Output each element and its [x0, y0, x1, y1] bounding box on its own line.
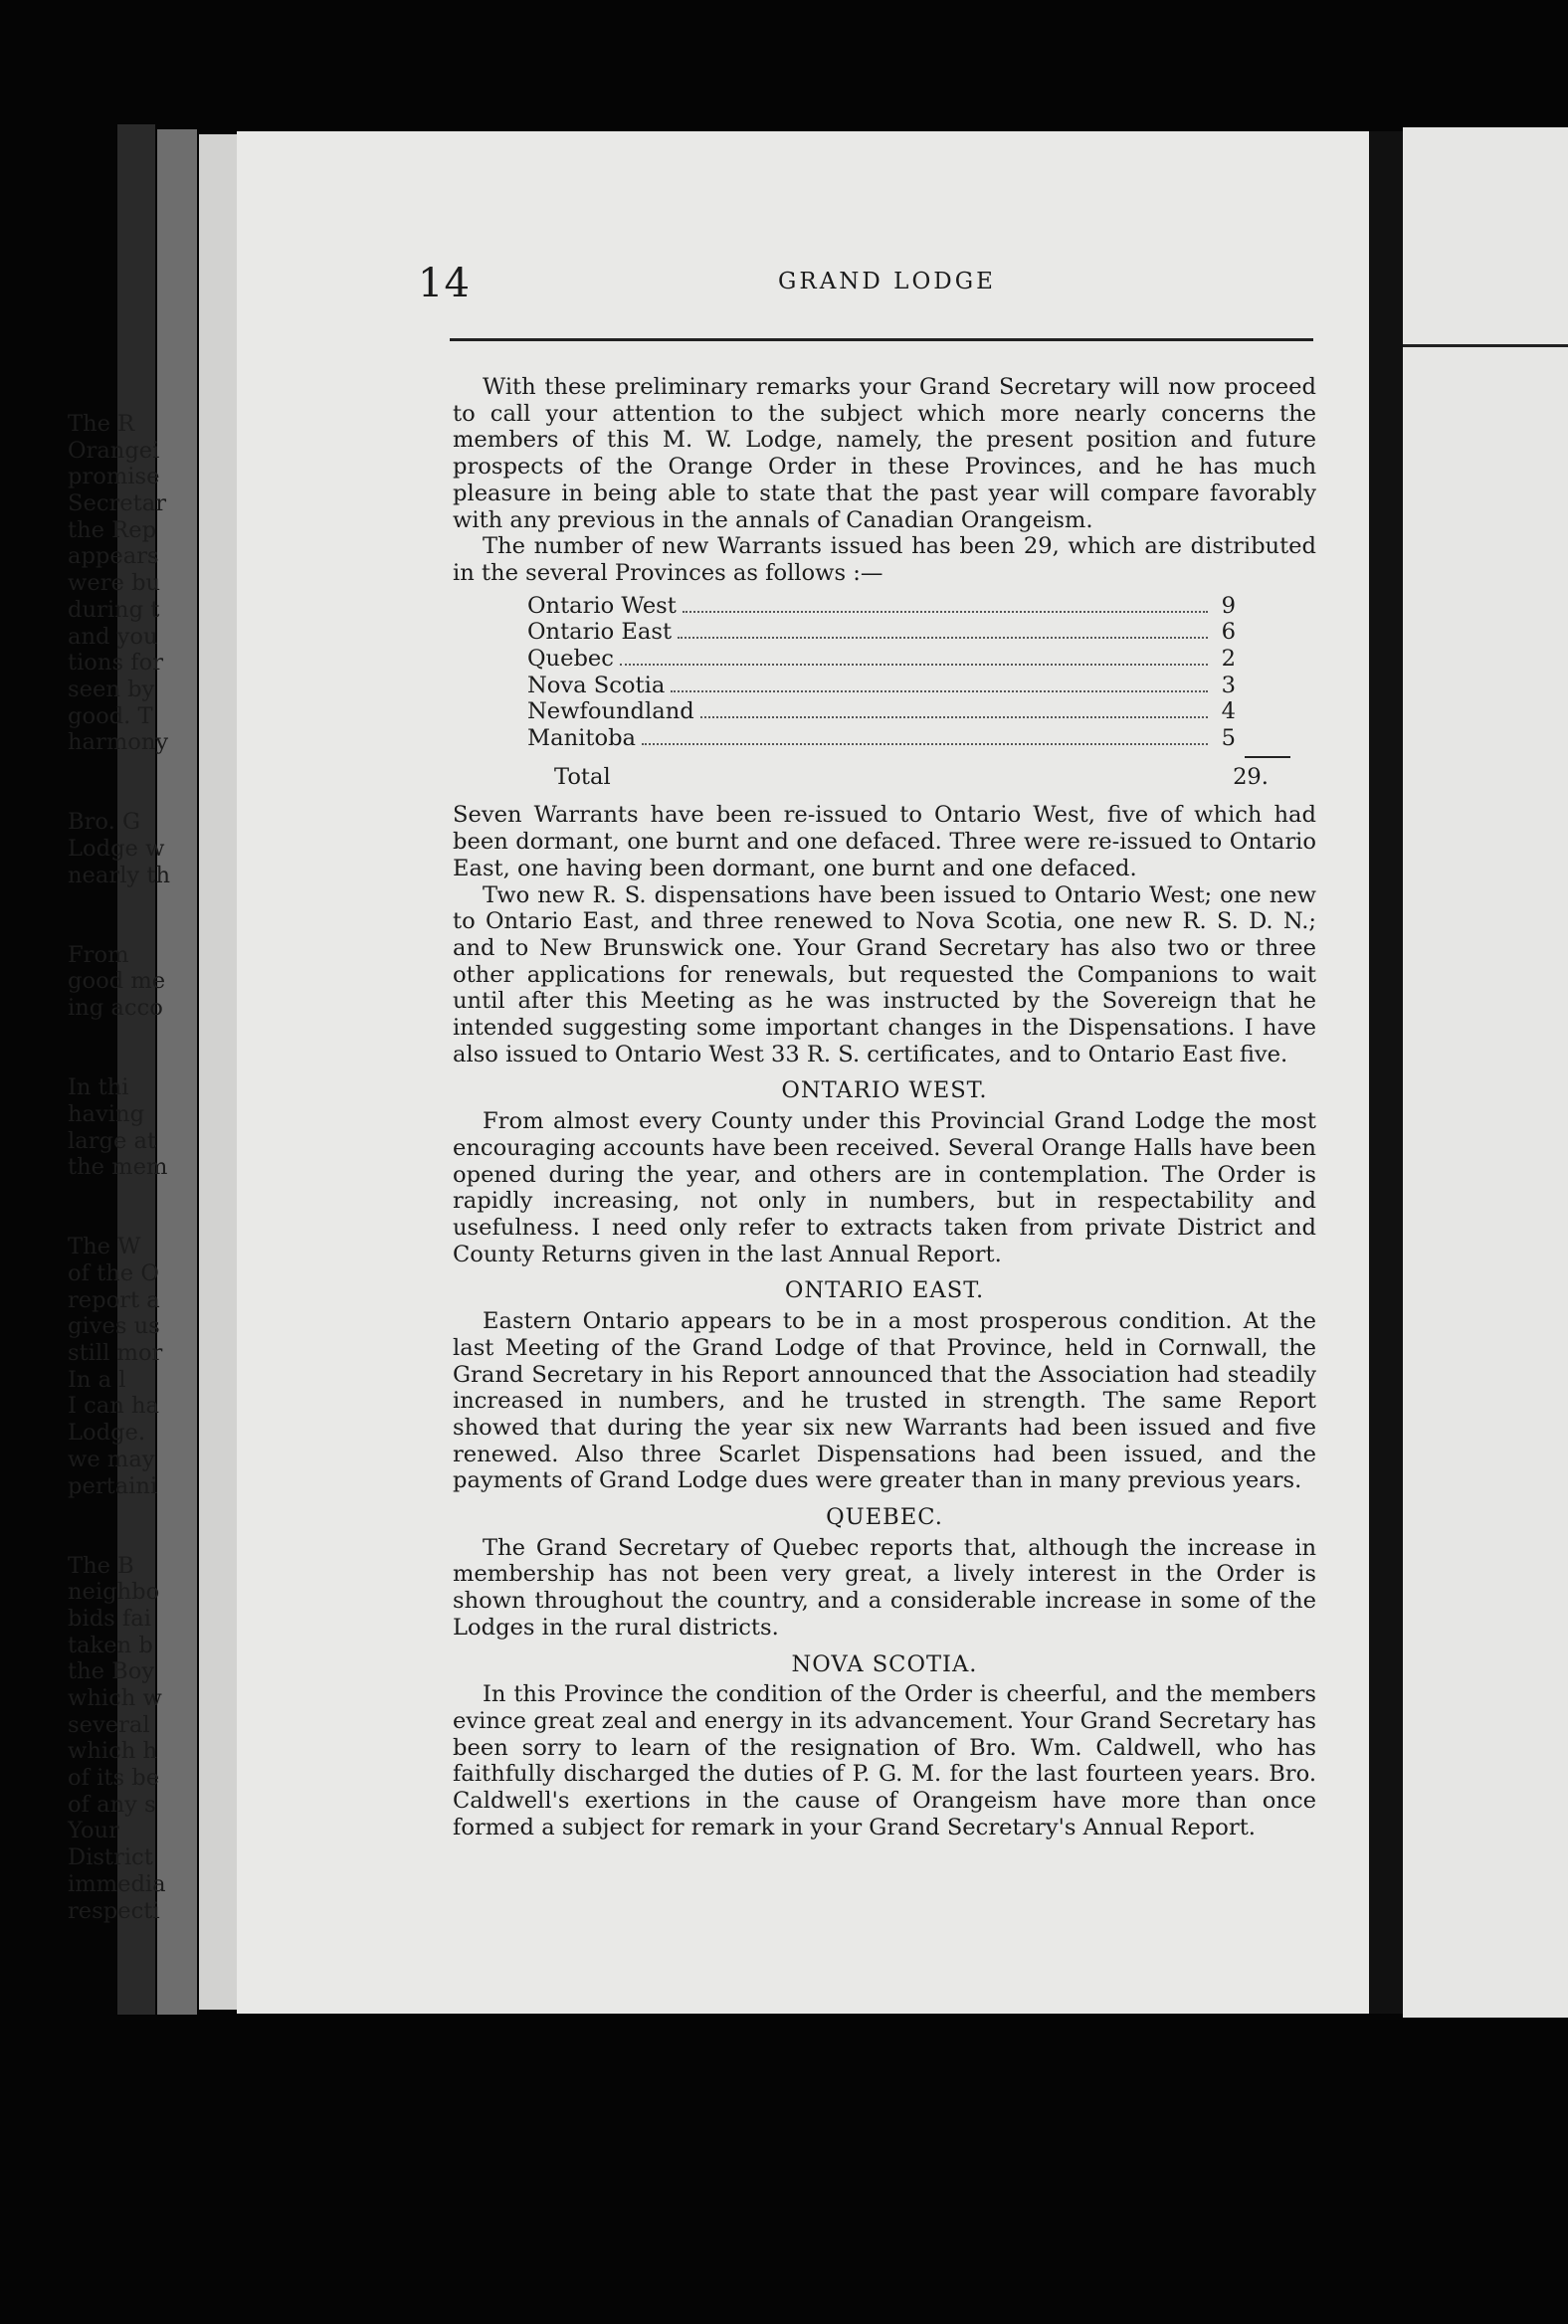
- facing-page-line: Lodge.: [68, 1420, 146, 1447]
- facing-page-line: still mor: [68, 1340, 163, 1367]
- facing-page-line: good me: [68, 968, 166, 995]
- facing-page-line: which w: [68, 1685, 162, 1711]
- facing-page-line: In thi: [68, 1074, 129, 1101]
- facing-page-text: [68, 411, 187, 1924]
- facing-page-line: large at: [68, 1127, 157, 1154]
- section-heading-quebec: QUEBEC.: [826, 1504, 943, 1531]
- facing-page-line: respecti: [68, 1897, 160, 1924]
- facing-page-header-rule: [1403, 344, 1568, 347]
- warrant-count: 5: [1221, 725, 1236, 752]
- table-row: [527, 725, 1236, 752]
- facing-page-line: [68, 1499, 187, 1526]
- dot-leader: [642, 743, 1208, 745]
- section-text-quebec: The Grand Secretary of Quebec reports that, although the increase in membership has not been very great, a lively interest in the Order is shown throughout the country, and a considerable increase in some of the Lodges in the rural districts.: [453, 1534, 1316, 1641]
- province-name: Nova Scotia: [527, 672, 666, 698]
- header-rule: [450, 338, 1313, 341]
- facing-page-line: neighbo: [68, 1579, 160, 1606]
- facing-page-line: District: [68, 1844, 153, 1871]
- dot-leader: [671, 690, 1208, 692]
- facing-page-line: during t: [68, 596, 160, 623]
- facing-page-line: having: [68, 1100, 145, 1127]
- table-row: [527, 698, 1236, 725]
- facing-page-line: The B: [68, 1552, 134, 1579]
- dot-leader: [620, 664, 1208, 666]
- warrant-count: 2: [1221, 646, 1236, 672]
- dot-leader: [700, 716, 1208, 718]
- section-text-ontario-west: From almost every County under this Provincial Grand Lodge the most encouraging accounts have been received. Several Orange Halls have been opened during the year, and others are in contemplation. The Order is rapidly increasing, not only in numbers, but in respectability and usefulness. I need only refer to extracts taken from private District and County Returns given in the last Annual Report.: [453, 1108, 1316, 1267]
- facing-page-line: which h: [68, 1738, 158, 1765]
- facing-page-line: [68, 1022, 187, 1049]
- warrant-count: 6: [1221, 619, 1236, 646]
- total-value: 29.: [1233, 763, 1269, 790]
- facing-page-line: seen by: [68, 676, 155, 702]
- dot-leader: [678, 637, 1208, 639]
- facing-page-line: pertaini: [68, 1472, 158, 1499]
- facing-page-line: report a: [68, 1286, 160, 1313]
- facing-page-line: [68, 783, 187, 810]
- total-label: Total: [554, 763, 611, 790]
- facing-page-line: Secretar: [68, 490, 167, 517]
- facing-page-line: promise: [68, 464, 160, 490]
- total-row: [554, 764, 1269, 791]
- table-row: [527, 646, 1236, 673]
- facing-page-line: From: [68, 941, 129, 968]
- province-name: Ontario West: [527, 592, 677, 619]
- facing-page-line: bids fai: [68, 1605, 151, 1632]
- facing-page-line: Your: [68, 1818, 119, 1844]
- facing-page-line: harmony: [68, 729, 169, 756]
- dot-leader: [683, 611, 1208, 613]
- facing-page-line: good. T: [68, 702, 153, 729]
- facing-page-line: appears: [68, 543, 159, 570]
- facing-page-line: [68, 1526, 187, 1553]
- warrant-count: 4: [1221, 698, 1236, 725]
- reissue-paragraph: Seven Warrants have been re-issued to Ontario West, five of which had been dormant, one burnt and one defaced. Three were re-issued to Ontario East, one having been dormant, one burnt and one defaced.: [453, 802, 1316, 881]
- facing-page-line: The W: [68, 1234, 141, 1260]
- facing-page-line: we may: [68, 1446, 155, 1472]
- facing-page-line: [68, 1049, 187, 1075]
- facing-page-line: the Boy: [68, 1658, 155, 1685]
- facing-page-line: several: [68, 1711, 150, 1738]
- running-head: GRAND LODGE: [778, 269, 996, 294]
- facing-page-line: of any s: [68, 1791, 156, 1818]
- facing-page-line: tions for: [68, 650, 164, 677]
- facing-page-line: immedia: [68, 1870, 166, 1897]
- warrant-count: 3: [1221, 672, 1236, 698]
- table-row: [527, 673, 1236, 699]
- facing-page-line: and you: [68, 623, 158, 650]
- section-heading-ontario-east: ONTARIO EAST.: [784, 1277, 985, 1304]
- total-rule: [1245, 756, 1290, 758]
- province-name: Ontario East: [527, 619, 673, 646]
- warrants-table: [527, 593, 1236, 752]
- section-heading-ontario-west: ONTARIO WEST.: [781, 1077, 988, 1104]
- province-name: Newfoundland: [527, 698, 694, 725]
- page-gutter: [1369, 131, 1403, 2014]
- warrant-count: 9: [1221, 592, 1236, 619]
- facing-page-line: [68, 1208, 187, 1235]
- facing-page-line: of its be: [68, 1765, 160, 1792]
- facing-page-line: Lodge w: [68, 836, 165, 862]
- facing-page-line: Bro. G: [68, 809, 141, 836]
- facing-page-line: [68, 756, 187, 783]
- facing-page-line: [68, 888, 187, 915]
- province-name: Manitoba: [527, 725, 636, 752]
- facing-page-line: Orangei: [68, 437, 160, 464]
- facing-page-line: [68, 915, 187, 942]
- table-row: [527, 619, 1236, 646]
- section-text-ontario-east: Eastern Ontario appears to be in a most prosperous condition. At the last Meeting of the Grand Lodge of that Province, held in Cornwall, the Grand Secretary in his Report announced that the Association had steadily increased in numbers, and he trusted in strength. The same Report showed that during the year six new Warrants had been issued and five renewed. Also three Scarlet Dispensations had been issued, and the payments of Grand Lodge dues were greater than in many previous years.: [453, 1308, 1316, 1494]
- facing-page-line: gives us: [68, 1313, 160, 1340]
- facing-page-line: In a l: [68, 1366, 126, 1393]
- dispensations-paragraph: Two new R. S. dispensations have been issued to Ontario West; one new to Ontario East, and three renewed to Nova Scotia, one new R. S. D. N.; and to New Brunswick one. Your Grand Secretary has also two or three other applications for renewals, but requested the Companions to wait until after this Meeting as he was instructed by the Sovereign that he intended suggesting some important changes in the Dispensations. I have also issued to Ontario West 33 R. S. certificates, and to Ontario East five.: [453, 881, 1316, 1067]
- intro-paragraph: With these preliminary remarks your Grand Secretary will now proceed to call your attention to the subject which more nearly concerns the members of this M. W. Lodge, namely, the present position and future prospects of the Orange Order in these Provinces, and he has much pleasure in being able to state that the past year will compare favorably with any previous in the annals of Canadian Orangeism.: [453, 374, 1316, 533]
- facing-page-line: I can ha: [68, 1393, 159, 1420]
- facing-page-line: taken b: [68, 1632, 153, 1658]
- page-stack-edge: [199, 134, 237, 2010]
- facing-page: [1403, 127, 1568, 2018]
- table-row: [527, 593, 1236, 620]
- section-text-nova-scotia: In this Province the condition of the Order is cheerful, and the members evince great zeal and energy in its advancement. Your Grand Secretary has been sorry to learn of the resignation of Bro. Wm. Caldwell, who has faithfully discharged the duties of P. G. M. for the last fourteen years. Bro. Caldwell's exertions in the cause of Orangeism have more than once formed a subject for remark in your Grand Secretary's Annual Report.: [453, 1681, 1316, 1840]
- warrants-paragraph: The number of new Warrants issued has been 29, which are distributed in the several Provinces as follows :—: [453, 533, 1316, 586]
- page-number: 14: [418, 261, 471, 306]
- facing-page-line: nearly th: [68, 862, 170, 888]
- section-heading-nova-scotia: NOVA SCOTIA.: [791, 1650, 978, 1677]
- facing-page-line: [68, 1181, 187, 1208]
- facing-page-line: of the O: [68, 1260, 159, 1286]
- facing-page-line: the Rep: [68, 516, 157, 543]
- page-body: [453, 374, 1316, 1840]
- facing-page-line: The R: [68, 411, 135, 437]
- facing-page-line: ing acco: [68, 995, 163, 1022]
- province-name: Quebec: [527, 646, 614, 672]
- facing-page-line: were bu: [68, 570, 161, 597]
- facing-page-line: the mem: [68, 1154, 168, 1181]
